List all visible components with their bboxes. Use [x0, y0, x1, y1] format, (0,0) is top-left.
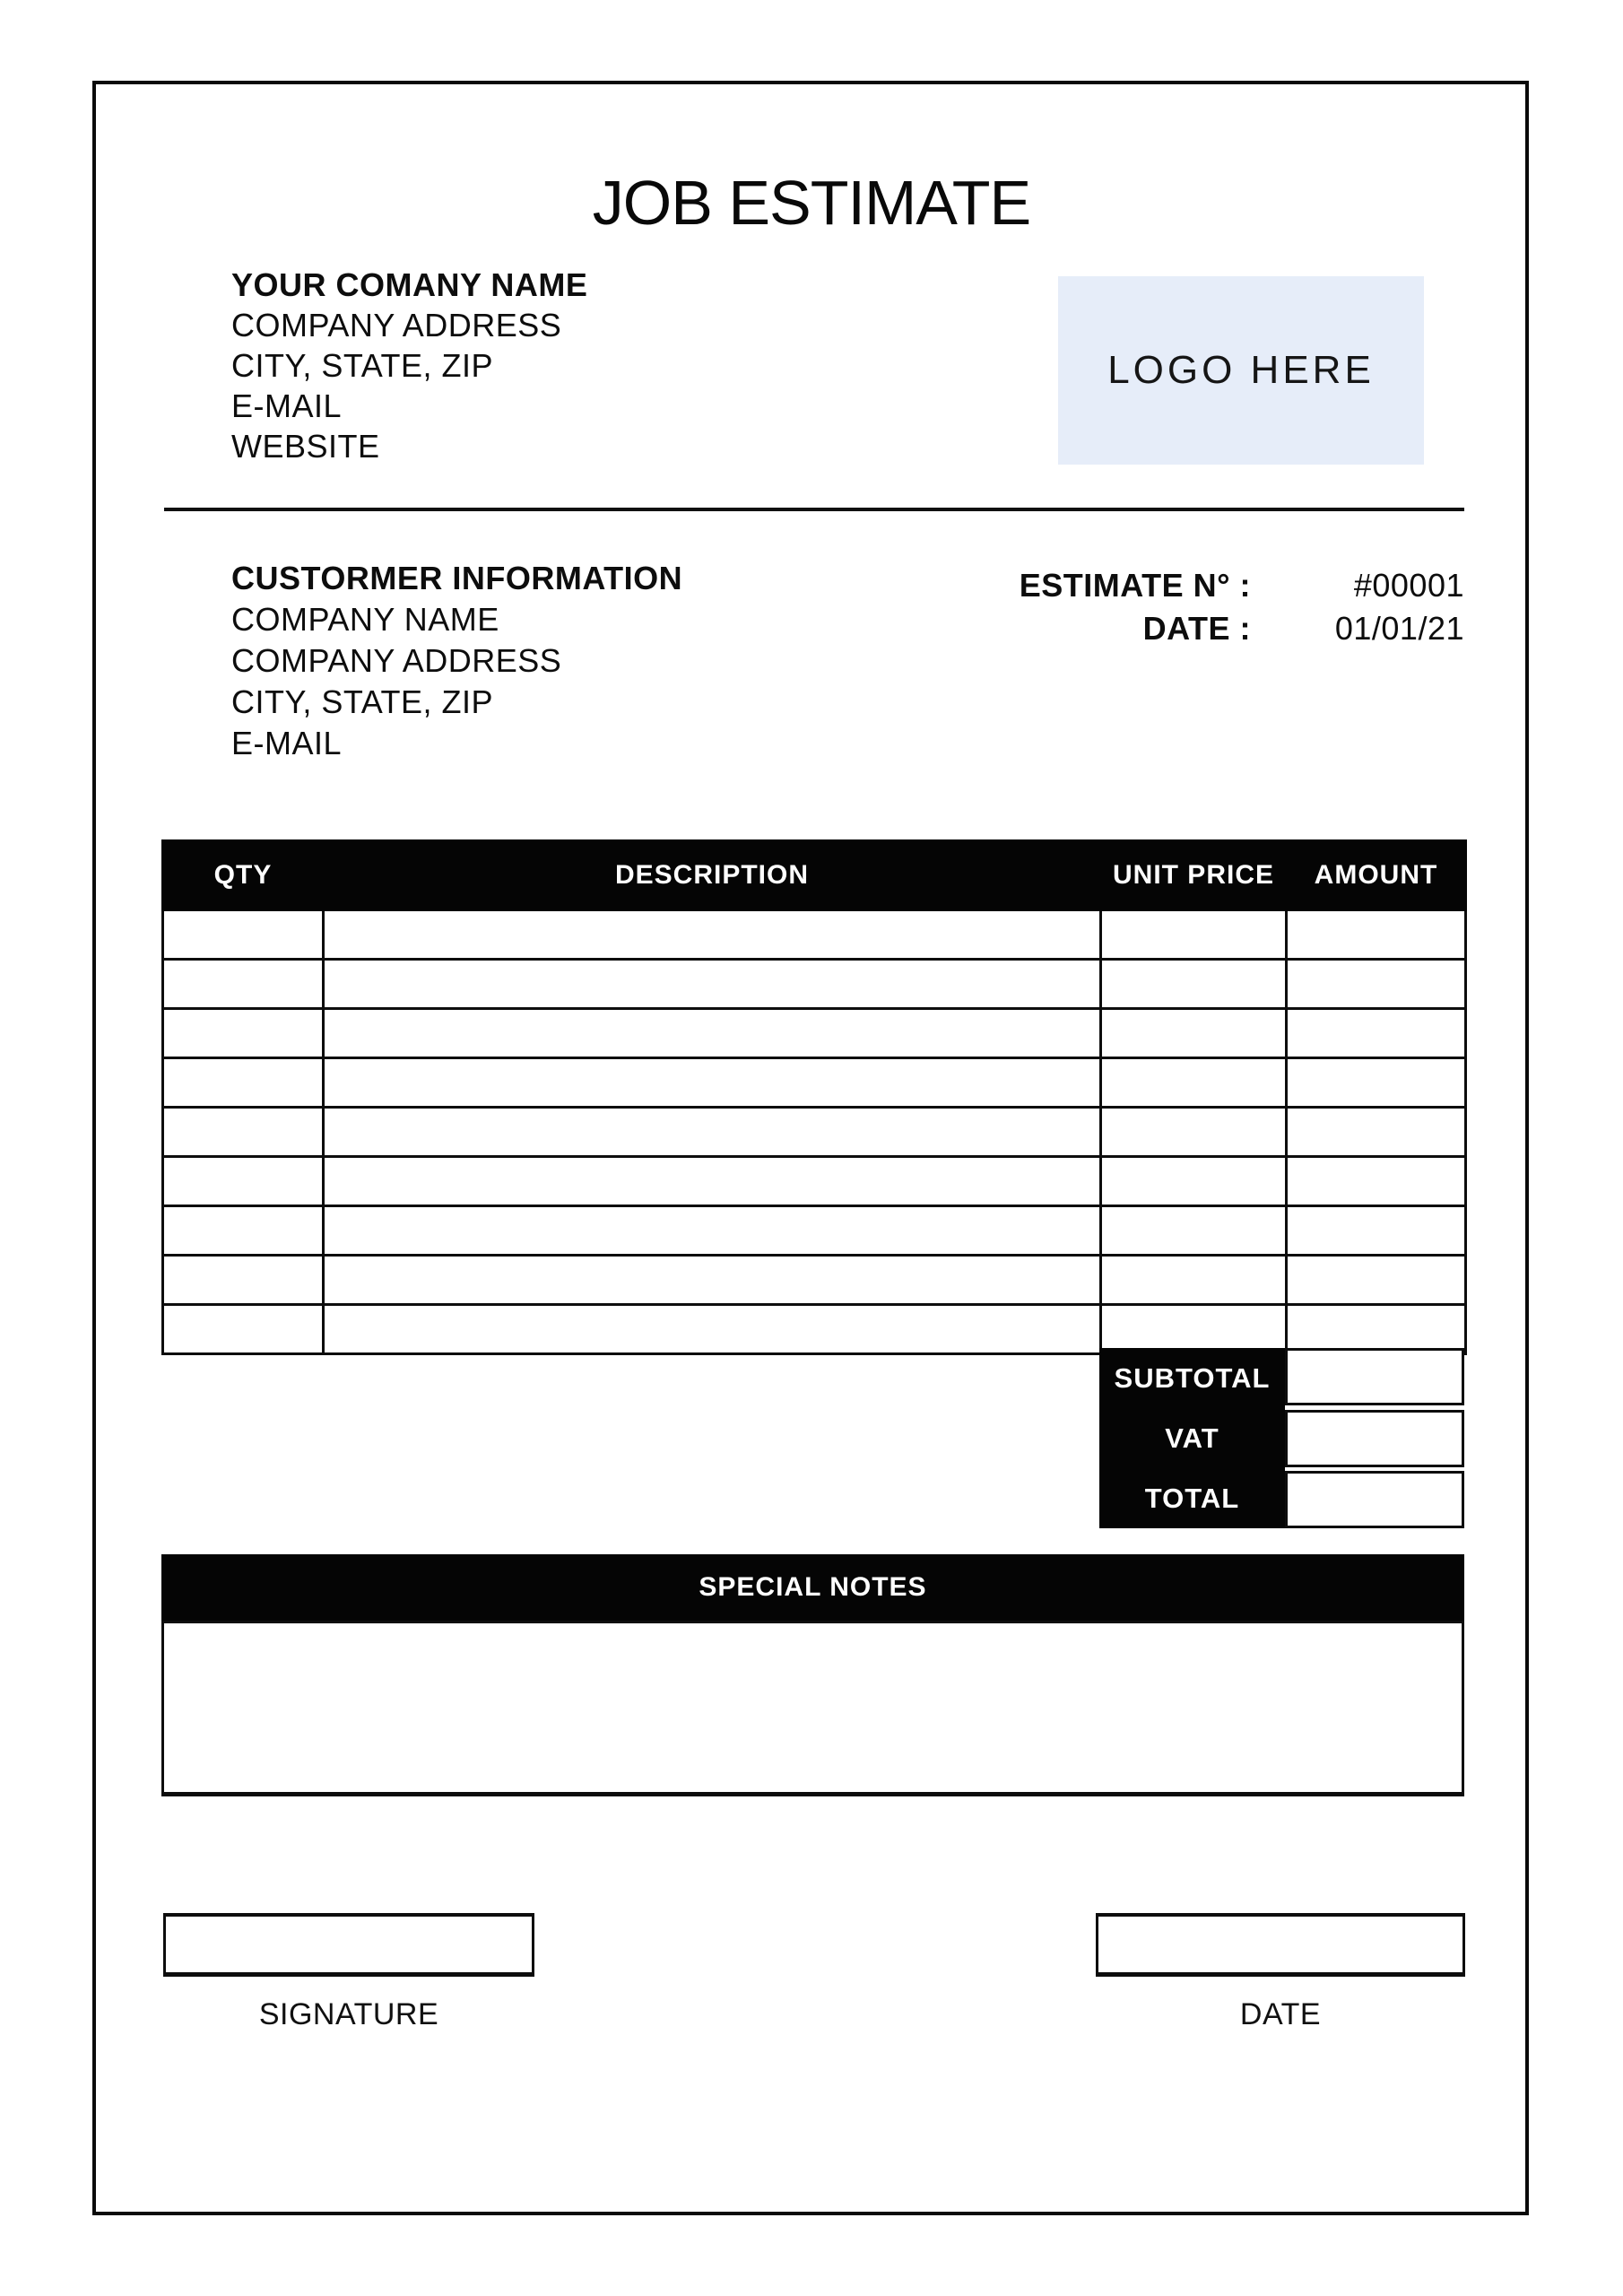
table-row	[163, 1108, 1466, 1157]
customer-info-heading: CUSTORMER INFORMATION	[231, 560, 683, 596]
customer-city-state-zip: CITY, STATE, ZIP	[231, 683, 494, 720]
table-cell[interactable]	[1101, 960, 1287, 1009]
company-address: COMPANY ADDRESS	[231, 307, 562, 344]
table-cell[interactable]	[324, 1009, 1101, 1058]
date-box[interactable]	[1096, 1913, 1465, 1977]
total-label: TOTAL	[1144, 1482, 1240, 1514]
table-row	[163, 1256, 1466, 1305]
table-cell[interactable]	[1287, 910, 1466, 960]
company-website: WEBSITE	[231, 428, 380, 465]
table-cell[interactable]	[163, 960, 324, 1009]
estimate-number-row	[986, 565, 1464, 606]
date-label: DATE	[1239, 1996, 1322, 2031]
estimate-date-label: DATE :	[1142, 610, 1251, 647]
table-row	[163, 910, 1466, 960]
table-cell[interactable]	[1101, 1009, 1287, 1058]
customer-info	[231, 558, 682, 764]
table-cell[interactable]	[163, 1058, 324, 1108]
estimate-date-value: 01/01/21	[1334, 610, 1464, 647]
table-cell[interactable]	[163, 1108, 324, 1157]
table-cell[interactable]	[324, 1256, 1101, 1305]
table-cell[interactable]	[1101, 1108, 1287, 1157]
estimate-date-row	[986, 608, 1464, 649]
table-cell[interactable]	[1287, 1206, 1466, 1256]
estimate-number-label: ESTIMATE N° :	[1019, 567, 1251, 604]
special-notes-header	[161, 1554, 1464, 1621]
table-cell[interactable]	[324, 1108, 1101, 1157]
unit-price-column-header: UNIT PRICE	[1101, 841, 1287, 910]
table-cell[interactable]	[163, 1009, 324, 1058]
table-cell[interactable]	[1101, 1256, 1287, 1305]
logo-placeholder-label: LOGO HERE	[1107, 348, 1375, 392]
totals-value-column	[1285, 1348, 1464, 1528]
page-title: JOB ESTIMATE	[592, 168, 1031, 238]
logo-placeholder[interactable]	[1058, 276, 1424, 465]
description-column-header: DESCRIPTION	[324, 841, 1101, 910]
table-row	[163, 1157, 1466, 1206]
items-table-header-row	[163, 841, 1466, 910]
qty-column-header: QTY	[163, 841, 324, 910]
table-cell[interactable]	[1287, 1009, 1466, 1058]
table-cell[interactable]	[324, 1305, 1101, 1354]
table-cell[interactable]	[1287, 1157, 1466, 1206]
customer-email: E-MAIL	[231, 725, 343, 761]
table-cell[interactable]	[1101, 1157, 1287, 1206]
vat-value-cell[interactable]	[1285, 1410, 1464, 1467]
table-row	[163, 1206, 1466, 1256]
table-cell[interactable]	[1101, 1206, 1287, 1256]
amount-column-header: AMOUNT	[1287, 841, 1466, 910]
table-cell[interactable]	[1287, 1256, 1466, 1305]
special-notes-heading: SPECIAL NOTES	[699, 1572, 927, 1602]
table-cell[interactable]	[1287, 960, 1466, 1009]
table-cell[interactable]	[1287, 1305, 1466, 1354]
table-cell[interactable]	[1101, 1058, 1287, 1108]
company-info	[231, 265, 587, 466]
totals-section	[1099, 1348, 1464, 1528]
table-cell[interactable]	[1101, 910, 1287, 960]
company-name: YOUR COMANY NAME	[231, 266, 588, 303]
table-cell[interactable]	[163, 1157, 324, 1206]
table-cell[interactable]	[324, 960, 1101, 1009]
vat-label: VAT	[1165, 1422, 1219, 1454]
table-row	[163, 1009, 1466, 1058]
table-cell[interactable]	[163, 1206, 324, 1256]
table-cell[interactable]	[1287, 1108, 1466, 1157]
company-city-state-zip: CITY, STATE, ZIP	[231, 347, 494, 384]
total-value-cell[interactable]	[1285, 1471, 1464, 1528]
header-divider-line	[164, 508, 1464, 511]
table-row	[163, 1305, 1466, 1354]
table-cell[interactable]	[324, 1157, 1101, 1206]
table-cell[interactable]	[324, 1058, 1101, 1108]
table-cell[interactable]	[163, 1256, 324, 1305]
items-table	[161, 839, 1467, 1355]
customer-company-address: COMPANY ADDRESS	[231, 642, 562, 679]
subtotal-label: SUBTOTAL	[1114, 1361, 1271, 1394]
estimate-number-value: #00001	[1353, 567, 1464, 604]
table-cell[interactable]	[324, 910, 1101, 960]
special-notes-area[interactable]	[161, 1621, 1464, 1796]
signature-box[interactable]	[163, 1913, 534, 1977]
table-cell[interactable]	[163, 910, 324, 960]
table-row	[163, 1058, 1466, 1108]
table-row	[163, 960, 1466, 1009]
table-cell[interactable]	[163, 1305, 324, 1354]
company-email: E-MAIL	[231, 387, 343, 424]
table-cell[interactable]	[1101, 1305, 1287, 1354]
signature-label: SIGNATURE	[258, 1996, 439, 2031]
table-cell[interactable]	[1287, 1058, 1466, 1108]
totals-label-column	[1099, 1348, 1285, 1528]
subtotal-value-cell[interactable]	[1285, 1348, 1464, 1405]
table-cell[interactable]	[324, 1206, 1101, 1256]
customer-company-name: COMPANY NAME	[231, 601, 499, 638]
